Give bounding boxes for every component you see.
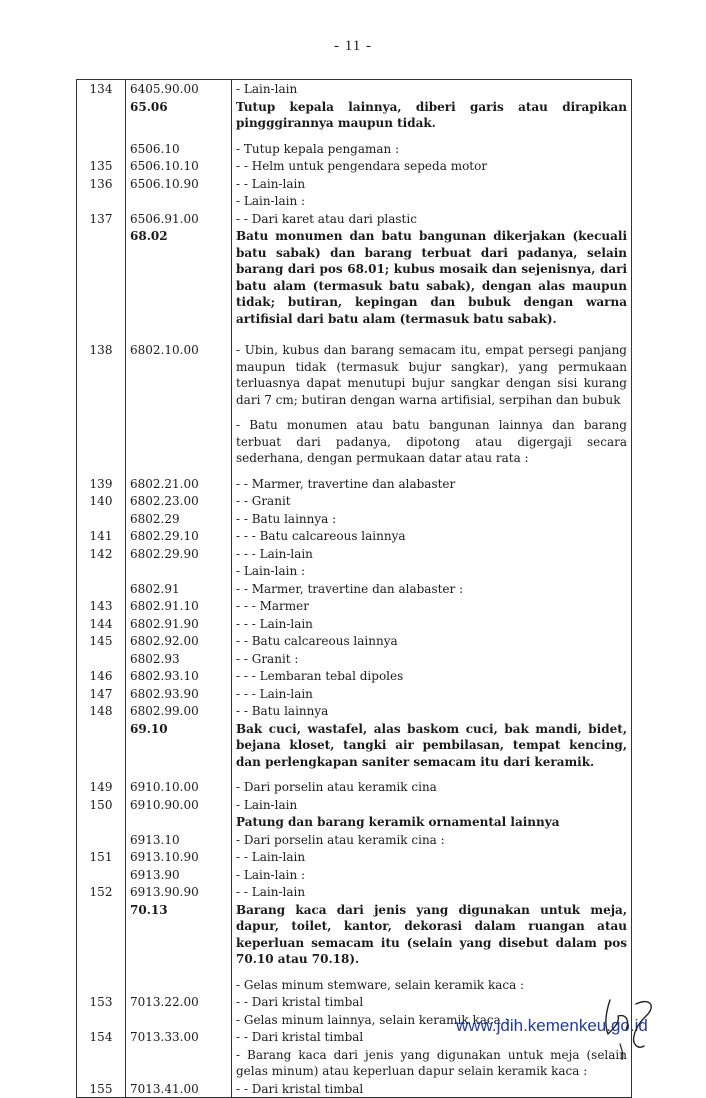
row-number: 142: [77, 545, 126, 563]
item-description: Batu monumen dan batu bangunan dikerjakan (kecuali batu sabak) dan barang terbuat dari padanya, selain barang dari pos 68.01; kubus mosaik dan sejenisnya, dari batu alam (termasuk batu sabak), dengan alas maupun tidak; butiran, kepingan dan bubuk dengan warna artifisial dari batu alam (termasuk batu sabak).: [232, 227, 632, 341]
tariff-code: 6802.23.00: [126, 492, 232, 510]
table-row: [77, 1080, 632, 1098]
table-row: [77, 1046, 632, 1080]
row-number: [77, 1046, 126, 1080]
row-number: [77, 140, 126, 158]
table-row: [77, 80, 632, 98]
row-number: [77, 650, 126, 668]
tariff-code: 7013.41.00: [126, 1080, 232, 1098]
tariff-code: [126, 1046, 232, 1080]
row-number: [77, 813, 126, 831]
tariff-code: [126, 416, 232, 475]
tariff-code: 6802.99.00: [126, 702, 232, 720]
tariff-code: 6506.10: [126, 140, 232, 158]
table-row: [77, 993, 632, 1011]
item-description: - Dari porselin atau keramik cina: [232, 778, 632, 796]
item-description: - Gelas minum stemware, selain keramik kaca :: [232, 976, 632, 994]
item-description: - - Granit: [232, 492, 632, 510]
row-number: 145: [77, 632, 126, 650]
tariff-code: 6913.90: [126, 866, 232, 884]
tariff-code: 6802.91: [126, 580, 232, 598]
tariff-code: 68.02: [126, 227, 232, 341]
table-row: [77, 580, 632, 598]
table-row: [77, 778, 632, 796]
table-row: [77, 227, 632, 341]
row-number: [77, 562, 126, 580]
table-row: [77, 632, 632, 650]
row-number: 134: [77, 80, 126, 98]
tariff-code: 6802.93.90: [126, 685, 232, 703]
table-row: [77, 615, 632, 633]
item-description: - - Lain-lain: [232, 848, 632, 866]
table-row: [77, 597, 632, 615]
row-number: [77, 580, 126, 598]
tariff-code: 6506.10.90: [126, 175, 232, 193]
table-row: [77, 667, 632, 685]
row-number: [77, 416, 126, 475]
table-row: [77, 545, 632, 563]
tariff-code: [126, 192, 232, 210]
row-number: [77, 98, 126, 140]
item-description: - - Batu lainnya :: [232, 510, 632, 528]
row-number: 153: [77, 993, 126, 1011]
row-number: 143: [77, 597, 126, 615]
table-row: [77, 685, 632, 703]
row-number: 150: [77, 796, 126, 814]
row-number: 137: [77, 210, 126, 228]
item-description: - - Batu calcareous lainnya: [232, 632, 632, 650]
item-description: Tutup kepala lainnya, diberi garis atau dirapikan pingggirannya maupun tidak.: [232, 98, 632, 140]
item-description: - - Dari karet atau dari plastic: [232, 210, 632, 228]
item-description: - - - Marmer: [232, 597, 632, 615]
tariff-code: 7013.22.00: [126, 993, 232, 1011]
row-number: 140: [77, 492, 126, 510]
item-description: - - Lain-lain: [232, 883, 632, 901]
table-row: [77, 475, 632, 493]
tariff-code: 6802.93: [126, 650, 232, 668]
row-number: 147: [77, 685, 126, 703]
tariff-code: 6802.29: [126, 510, 232, 528]
item-description: - - - Lain-lain: [232, 685, 632, 703]
table-row: [77, 976, 632, 994]
table-row: [77, 883, 632, 901]
item-description: - Ubin, kubus dan barang semacam itu, empat persegi panjang maupun tidak (termasuk bujur sangkar), yang permukaan terluasnya dapat menutupi bujur sangkar dengan sisi kurang dari 7 cm; butiran dengan warna artifisial, serpihan dan bubuk: [232, 341, 632, 416]
item-description: - - Lain-lain: [232, 175, 632, 193]
item-description: - - Batu lainnya: [232, 702, 632, 720]
tariff-code: 70.13: [126, 901, 232, 976]
row-number: 138: [77, 341, 126, 416]
item-description: - Batu monumen atau batu bangunan lainnya dan barang terbuat dari padanya, dipotong atau digergaji secara sederhana, dengan permukaan datar atau rata :: [232, 416, 632, 475]
item-description: Patung dan barang keramik ornamental lainnya: [232, 813, 632, 831]
item-description: - - - Lain-lain: [232, 545, 632, 563]
row-number: 141: [77, 527, 126, 545]
row-number: 139: [77, 475, 126, 493]
table-row: [77, 416, 632, 475]
tariff-code: 6802.93.10: [126, 667, 232, 685]
item-description: - Lain-lain :: [232, 562, 632, 580]
tariff-code: 6910.90.00: [126, 796, 232, 814]
tariff-code: 6802.91.10: [126, 597, 232, 615]
tariff-code: 6802.10.00: [126, 341, 232, 416]
item-description: - Barang kaca dari jenis yang digunakan untuk meja (selain gelas minum) atau keperluan dapur selain keramik kaca :: [232, 1046, 632, 1080]
tariff-code: [126, 976, 232, 994]
tariff-code: 6910.10.00: [126, 778, 232, 796]
row-number: [77, 976, 126, 994]
table-row: [77, 98, 632, 140]
tariff-code: 69.10: [126, 720, 232, 779]
table-row: [77, 831, 632, 849]
row-number: 154: [77, 1028, 126, 1046]
table-row: [77, 720, 632, 779]
row-number: 148: [77, 702, 126, 720]
tariff-code: [126, 813, 232, 831]
row-number: [77, 866, 126, 884]
table-row: [77, 848, 632, 866]
row-number: 151: [77, 848, 126, 866]
row-number: 136: [77, 175, 126, 193]
table-row: [77, 866, 632, 884]
tariff-code: 6802.29.90: [126, 545, 232, 563]
table-row: [77, 650, 632, 668]
item-description: - Lain-lain :: [232, 192, 632, 210]
table-row: [77, 492, 632, 510]
row-number: 149: [77, 778, 126, 796]
row-number: [77, 510, 126, 528]
row-number: [77, 831, 126, 849]
table-row: [77, 192, 632, 210]
item-description: - - - Lembaran tebal dipoles: [232, 667, 632, 685]
table-row: [77, 157, 632, 175]
tariff-code: [126, 1011, 232, 1029]
tariff-table: [76, 79, 632, 1098]
item-description: - - Dari kristal timbal: [232, 1080, 632, 1098]
table-row: [77, 510, 632, 528]
item-description: - - Dari kristal timbal: [232, 993, 632, 1011]
tariff-code: 6405.90.00: [126, 80, 232, 98]
item-description: - - - Lain-lain: [232, 615, 632, 633]
table-row: [77, 702, 632, 720]
table-row: [77, 813, 632, 831]
row-number: [77, 1011, 126, 1029]
tariff-code: 7013.33.00: [126, 1028, 232, 1046]
table-row: [77, 210, 632, 228]
row-number: 135: [77, 157, 126, 175]
tariff-code: 6913.90.90: [126, 883, 232, 901]
signature-initials: [596, 990, 666, 1060]
tariff-code: 6802.91.90: [126, 615, 232, 633]
website-url: www.jdih.kemenkeu.go.id: [456, 1016, 648, 1035]
table-row: [77, 140, 632, 158]
tariff-code: 65.06: [126, 98, 232, 140]
item-description: - Gelas minum lainnya, selain keramik kaca :: [232, 1011, 632, 1029]
row-number: [77, 720, 126, 779]
item-description: Barang kaca dari jenis yang digunakan untuk meja, dapur, toilet, kantor, dekorasi dalam ruangan atau keperluan semacam itu (selain yang disebut dalam pos 70.10 atau 70.18).: [232, 901, 632, 976]
row-number: 146: [77, 667, 126, 685]
item-description: - Lain-lain :: [232, 866, 632, 884]
tariff-code: 6802.29.10: [126, 527, 232, 545]
tariff-code: 6913.10: [126, 831, 232, 849]
row-number: 144: [77, 615, 126, 633]
tariff-code: 6506.91.00: [126, 210, 232, 228]
item-description: - - Dari kristal timbal: [232, 1028, 632, 1046]
item-description: - - Marmer, travertine dan alabaster: [232, 475, 632, 493]
tariff-code: [126, 562, 232, 580]
tariff-code: 6802.21.00: [126, 475, 232, 493]
row-number: [77, 192, 126, 210]
row-number: [77, 901, 126, 976]
table-row: [77, 901, 632, 976]
item-description: - Dari porselin atau keramik cina :: [232, 831, 632, 849]
page-number: - 11 -: [334, 38, 372, 54]
item-description: - Tutup kepala pengaman :: [232, 140, 632, 158]
table-row: [77, 562, 632, 580]
tariff-table-body: [77, 80, 632, 1098]
table-row: [77, 341, 632, 416]
table-row: [77, 175, 632, 193]
row-number: 155: [77, 1080, 126, 1098]
item-description: - - Granit :: [232, 650, 632, 668]
item-description: - Lain-lain: [232, 80, 632, 98]
row-number: [77, 227, 126, 341]
table-row: [77, 796, 632, 814]
tariff-code: 6506.10.10: [126, 157, 232, 175]
item-description: Bak cuci, wastafel, alas baskom cuci, bak mandi, bidet, bejana kloset, tangki air pembilasan, tempat kencing, dan perlengkapan saniter semacam itu dari keramik.: [232, 720, 632, 779]
item-description: - - Marmer, travertine dan alabaster :: [232, 580, 632, 598]
tariff-code: 6913.10.90: [126, 848, 232, 866]
tariff-code: 6802.92.00: [126, 632, 232, 650]
item-description: - Lain-lain: [232, 796, 632, 814]
item-description: - - Helm untuk pengendara sepeda motor: [232, 157, 632, 175]
item-description: - - - Batu calcareous lainnya: [232, 527, 632, 545]
row-number: 152: [77, 883, 126, 901]
table-row: [77, 527, 632, 545]
